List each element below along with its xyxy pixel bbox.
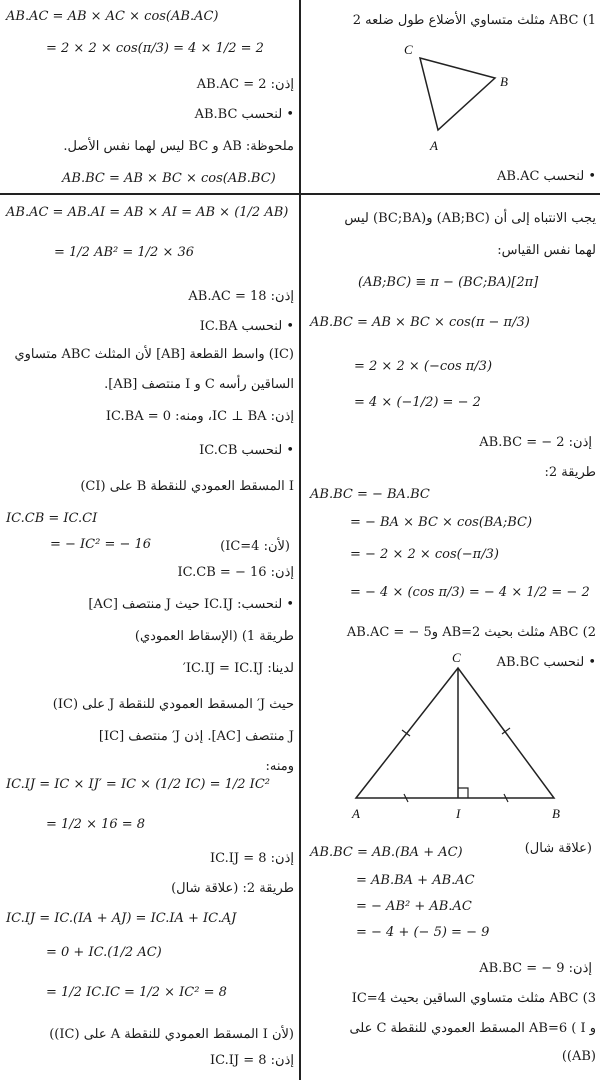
text-line: إذن: AB.BC = − 2 (479, 435, 592, 450)
text-line: إذن: AB.BC = − 9 (479, 961, 592, 976)
text-line: = 2 × 2 × cos(π/3) = 4 × 1/2 = 2 (46, 41, 264, 56)
text-line: = 1/2 IC.IC = 1/2 × IC² = 8 (46, 985, 227, 1000)
text-line: • لنحسب AB.BC (194, 107, 294, 122)
text-line: AB.BC = AB × BC × cos(AB.BC) (62, 171, 276, 186)
text-line: يجب الانتباه إلى أن (AB;BC) و(BC;BA) ليس (344, 211, 596, 226)
vertex-label-b: B (552, 806, 560, 821)
text-line: = − BA × BC × cos(BA;BC) (350, 515, 533, 530)
text-line: (لأن I المسقط العمودي للنقطة A على (IC)) (49, 1027, 294, 1042)
text-line: • لنحسب IC.CB (199, 443, 294, 458)
text-line: (علاقة شال) (524, 841, 592, 856)
text-line: لدينا: IC.IJ = IC.IJ′ (182, 661, 294, 676)
text-line: و AB=6 ( I المسقط العمودي للنقطة C على (349, 1021, 596, 1036)
text-line: = 4 × (−1/2) = − 2 (354, 395, 481, 410)
text-line: = AB.BA + AB.AC (356, 873, 475, 888)
text-line: AB.AC = AB × AC × cos(AB.AC) (6, 9, 219, 24)
column-divider (299, 0, 301, 1080)
text-line: إذن: AB.AC = 18 (188, 289, 294, 304)
text-line: إذن: IC ⊥ BA، ومنه: IC.BA = 0 (105, 409, 294, 424)
text-line: AB.BC = AB.(BA + AC) (310, 845, 463, 860)
text-line: = 2 × 2 × (−cos π/3) (354, 359, 493, 374)
text-line: J منتصف [AC]. إذن J′ منتصف [IC] (98, 729, 294, 744)
text-line: AB.AC = AB.AI = AB × AI = AB × (1/2 AB) (6, 205, 289, 220)
text-line: • لنحسب IC.BA (199, 319, 294, 334)
text-line: = − 2 × 2 × cos(−π/3) (350, 547, 499, 562)
text-line: طريقة 1) (الإسقاط العمودي) (134, 629, 294, 644)
text-line: = − IC² = − 16 (50, 537, 152, 552)
exercise-heading: 3) ABC مثلث متساوي الساقين بحيث IC=4 (351, 991, 596, 1006)
text-line: = − 4 + (− 5) = − 9 (356, 925, 490, 940)
text-line: = − AB² + AB.AC (356, 899, 472, 914)
text-line: AB.BC = − BA.BC (310, 487, 430, 502)
text-line: (IC) واسط القطعة [AB] لأن المثلث ABC متساوي (14, 347, 294, 362)
vertex-label-i: I (456, 806, 461, 821)
text-line: إذن: AB.AC = 2 (196, 77, 294, 92)
text-line: IC.CB = IC.CI (6, 511, 98, 526)
text-line: AB.BC = AB × BC × cos(π − π/3) (310, 315, 530, 330)
text-line: • لنحسب: IC.IJ حيث J منتصف [AC] (88, 597, 294, 612)
text-line: • لنحسب AB.BC (496, 655, 596, 670)
vertex-label-b: B (500, 74, 508, 89)
text-line: طريقة 2: (544, 465, 596, 480)
text-line: (لأن: IC=4) (220, 539, 290, 554)
vertex-label-a: A (430, 138, 438, 153)
text-line: ملحوظة: AB و BC ليس لهما نفس الأصل. (63, 139, 294, 154)
text-line: (AB;BC) ≡ π − (BC;BA)[2π] (358, 275, 539, 290)
text-line: حيث J′ المسقط العمودي للنقطة J على (IC) (52, 697, 294, 712)
text-line: = − 4 × (cos π/3) = − 4 × 1/2 = − 2 (350, 585, 590, 600)
text-line: (AB)) (561, 1049, 596, 1064)
exercise-heading: 2) ABC مثلث بحيث AB=2 و5 − = AB.AC (346, 625, 596, 640)
text-line: إذن: IC.CB = − 16 (177, 565, 294, 580)
text-line: = 1/2 AB² = 1/2 × 36 (54, 245, 195, 260)
text-line: ومنه: (265, 759, 294, 774)
vertex-label-c: C (404, 42, 413, 57)
text-line: لهما نفس القياس: (497, 243, 596, 258)
text-line: إذن: IC.IJ = 8 (210, 1053, 294, 1068)
isosceles-triangle-figure (340, 646, 580, 826)
text-line: IC.IJ = IC.(IA + AJ) = IC.IA + IC.AJ (6, 911, 237, 926)
text-line: • لنحسب AB.AC (497, 169, 596, 184)
exercise-heading: 1) ABC مثلث متساوي الأضلاع طول ضلعه 2 (352, 13, 596, 28)
vertex-label-a: A (352, 806, 360, 821)
text-line: الساقين رأسه C و I منتصف [AB]. (104, 377, 294, 392)
section-divider (0, 193, 600, 195)
text-line: = 1/2 × 16 = 8 (46, 817, 146, 832)
equilateral-triangle-figure (400, 38, 530, 158)
text-line: IC.IJ = IC × IJ′ = IC × (1/2 IC) = 1/2 IC² (6, 777, 270, 792)
vertex-label-c: C (452, 650, 461, 665)
text-line: I المسقط العمودي للنقطة B على (CI) (80, 479, 294, 494)
text-line: إذن: IC.IJ = 8 (210, 851, 294, 866)
text-line: طريقة 2: (علاقة شال) (171, 881, 294, 896)
text-line: = 0 + IC.(1/2 AC) (46, 945, 162, 960)
